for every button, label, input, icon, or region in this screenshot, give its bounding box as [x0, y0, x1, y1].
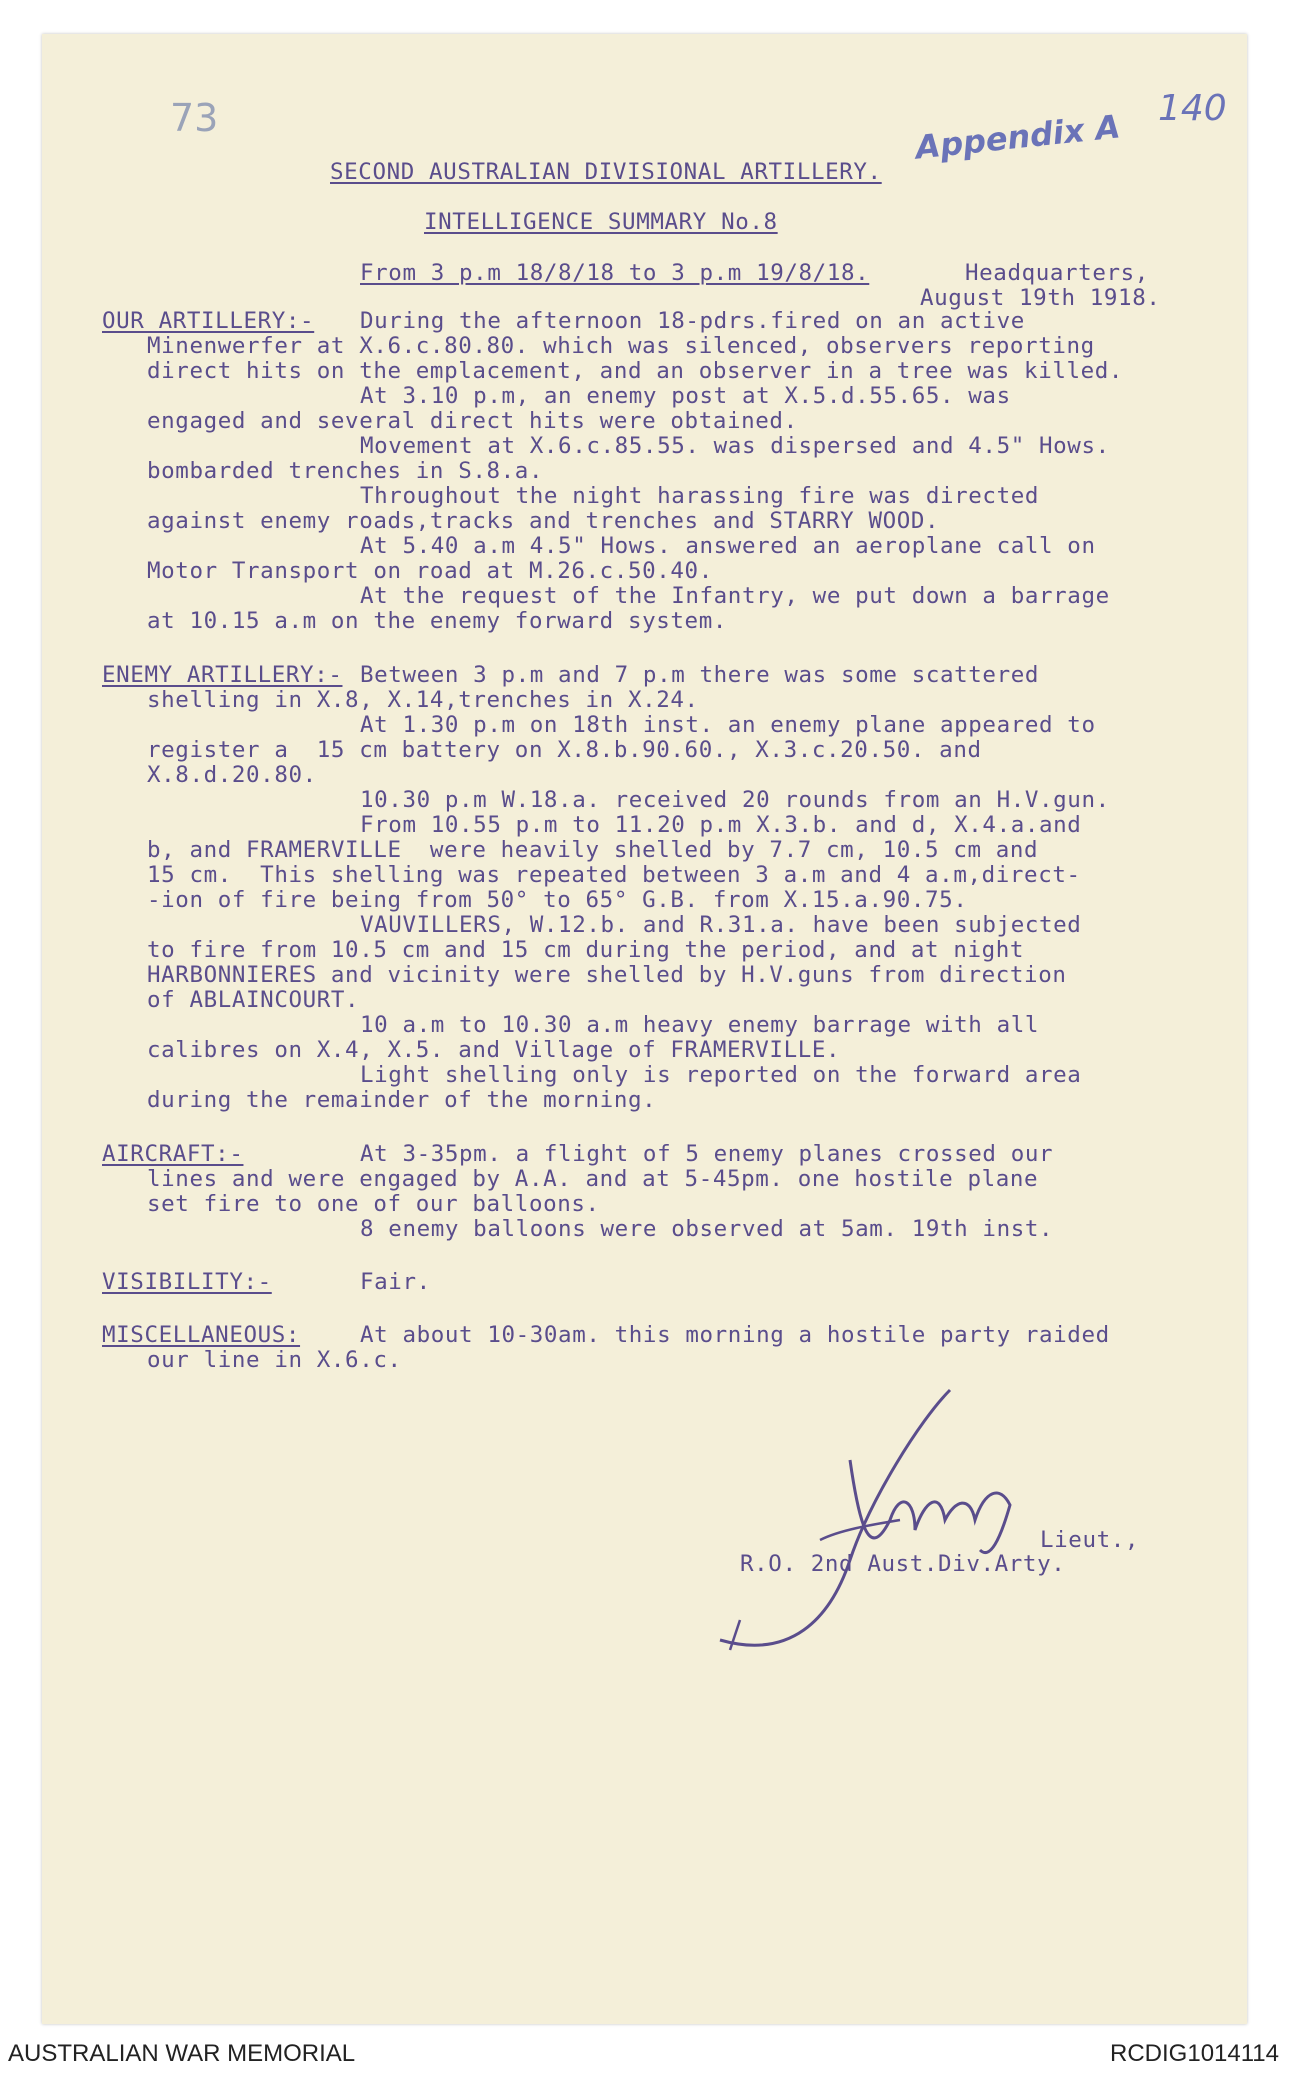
our-artillery-line: bombarded trenches in S.8.a. — [147, 458, 544, 484]
document-title: SECOND AUSTRALIAN DIVISIONAL ARTILLERY. — [330, 159, 882, 185]
enemy-artillery-line: during the remainder of the morning. — [147, 1087, 657, 1113]
enemy-artillery-line: 10 a.m to 10.30 a.m heavy enemy barrage with all — [360, 1012, 1040, 1038]
our-artillery-line: at 10.15 a.m on the enemy forward system. — [147, 608, 727, 634]
enemy-artillery-heading: ENEMY ARTILLERY:- — [102, 662, 343, 688]
our-artillery-line: Throughout the night harassing fire was directed — [360, 483, 1040, 509]
our-artillery-line: Movement at X.6.c.85.55. was dispersed and 4.5" Hows. — [360, 433, 1110, 459]
report-date: August 19th 1918. — [920, 285, 1161, 311]
miscellaneous-heading: MISCELLANEOUS: — [102, 1322, 301, 1348]
enemy-artillery-line: b, and FRAMERVILLE were heavily shelled by 7.7 cm, 10.5 cm and — [147, 837, 1039, 863]
enemy-artillery-line: From 10.55 p.m to 11.20 p.m X.3.b. and d, X.4.a.and — [360, 812, 1082, 838]
enemy-artillery-line: VAUVILLERS, W.12.b. and R.31.a. have been subjected — [360, 912, 1082, 938]
visibility-value: Fair. — [360, 1269, 431, 1295]
headquarters-label: Headquarters, — [965, 260, 1149, 286]
visibility-heading: VISIBILITY:- — [102, 1269, 272, 1295]
enemy-artillery-line: At 1.30 p.m on 18th inst. an enemy plane appeared to — [360, 712, 1096, 738]
enemy-artillery-line: of ABLAINCOURT. — [147, 987, 360, 1013]
enemy-artillery-line: HARBONNIERES and vicinity were shelled by H.V.guns from direction — [147, 962, 1067, 988]
enemy-artillery-line: to fire from 10.5 cm and 15 cm during the period, and at night — [147, 937, 1025, 963]
miscellaneous-line: our line in X.6.c. — [147, 1347, 402, 1373]
enemy-artillery-line: shelling in X.8, X.14,trenches in X.24. — [147, 687, 699, 713]
signature-role: R.O. 2nd Aust.Div.Arty. — [740, 1551, 1066, 1577]
our-artillery-line: At 5.40 a.m 4.5" Hows. answered an aeroplane call on — [360, 533, 1096, 559]
enemy-artillery-line: register a 15 cm battery on X.8.b.90.60., X.3.c.20.50. and — [147, 737, 982, 763]
signature-scrawl — [700, 1380, 1040, 1680]
aircraft-line: 8 enemy balloons were observed at 5am. 19th inst. — [360, 1216, 1054, 1242]
our-artillery-line: Motor Transport on road at M.26.c.50.40. — [147, 558, 713, 584]
enemy-artillery-line: calibres on X.4, X.5. and Village of FRAMERVILLE. — [147, 1037, 841, 1063]
enemy-artillery-line: Light shelling only is reported on the forward area — [360, 1062, 1082, 1088]
miscellaneous-line: At about 10-30am. this morning a hostile party raided — [360, 1322, 1110, 1348]
enemy-artillery-line: 15 cm. This shelling was repeated between 3 a.m and 4 a.m,direct- — [147, 862, 1081, 888]
our-artillery-line: against enemy roads,tracks and trenches and STARRY WOOD. — [147, 508, 940, 534]
footer-record-id: RCDIG1014114 — [1110, 2040, 1279, 2067]
our-artillery-heading: OUR ARTILLERY:- — [102, 308, 315, 334]
document-subtitle: INTELLIGENCE SUMMARY No.8 — [424, 209, 778, 235]
enemy-artillery-line: Between 3 p.m and 7 p.m there was some scattered — [360, 662, 1040, 688]
aircraft-heading: AIRCRAFT:- — [102, 1141, 244, 1167]
our-artillery-line: engaged and several direct hits were obtained. — [147, 408, 798, 434]
enemy-artillery-line: X.8.d.20.80. — [147, 762, 317, 788]
page-number-annotation: 73 — [170, 96, 219, 140]
our-artillery-line: Minenwerfer at X.6.c.80.80. which was silenced, observers reporting — [147, 333, 1095, 359]
aircraft-line: set fire to one of our balloons. — [147, 1191, 600, 1217]
aircraft-line: At 3-35pm. a flight of 5 enemy planes crossed our — [360, 1141, 1054, 1167]
aircraft-line: lines and were engaged by A.A. and at 5-45pm. one hostile plane — [147, 1166, 1039, 1192]
our-artillery-line: During the afternoon 18-pdrs.fired on an active — [360, 308, 1025, 334]
signature-rank: Lieut., — [1040, 1527, 1140, 1553]
report-period: From 3 p.m 18/8/18 to 3 p.m 19/8/18. — [360, 260, 870, 286]
folio-annotation: 140 — [1158, 88, 1227, 129]
our-artillery-line: At the request of the Infantry, we put down a barrage — [360, 583, 1110, 609]
enemy-artillery-line: 10.30 p.m W.18.a. received 20 rounds from an H.V.gun. — [360, 787, 1110, 813]
enemy-artillery-line: -ion of fire being from 50° to 65° G.B. from X.15.a.90.75. — [147, 887, 968, 913]
our-artillery-line: At 3.10 p.m, an enemy post at X.5.d.55.65. was — [360, 383, 1011, 409]
footer-archive-name: AUSTRALIAN WAR MEMORIAL — [8, 2040, 356, 2067]
our-artillery-line: direct hits on the emplacement, and an observer in a tree was killed. — [147, 358, 1124, 384]
appendix-annotation: Appendix A — [913, 107, 1122, 167]
